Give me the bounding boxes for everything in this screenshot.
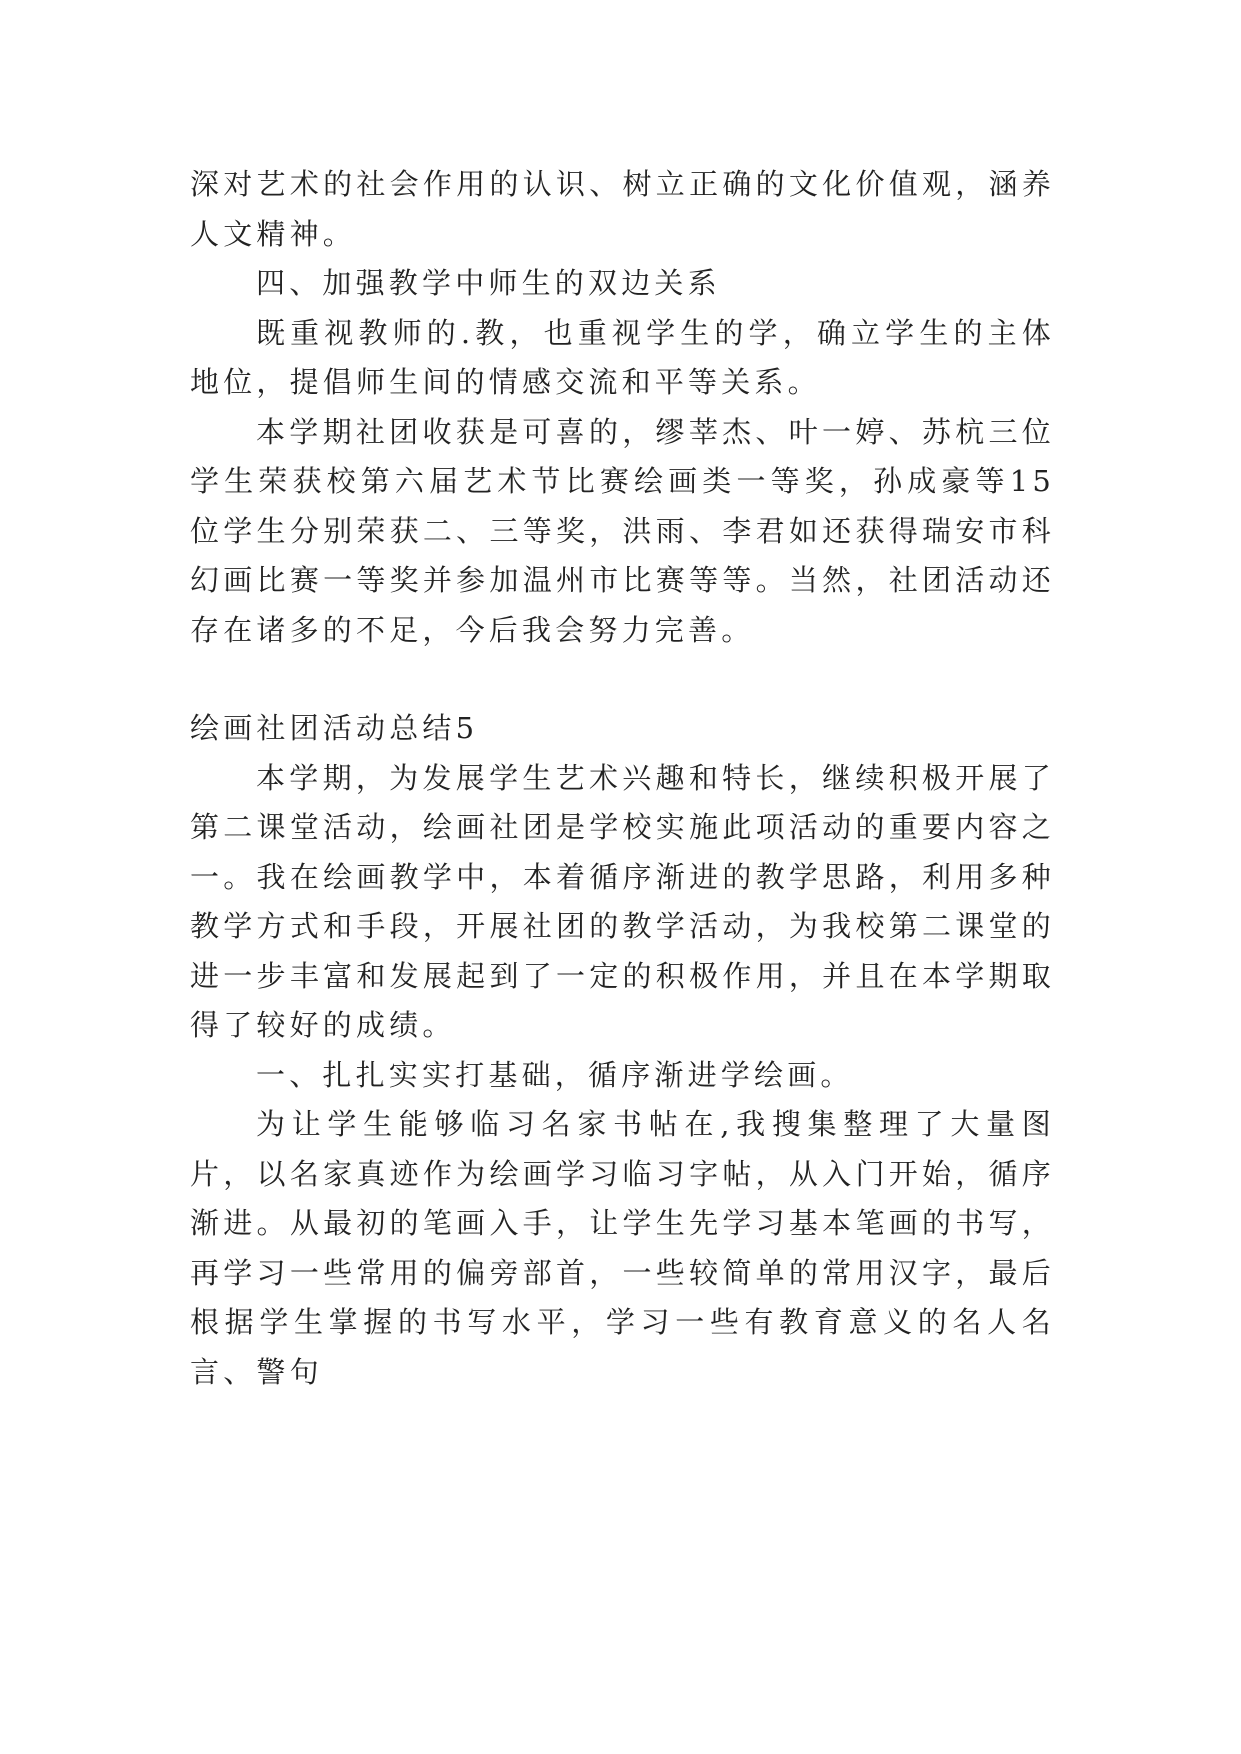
paragraph-copying-practice: 为让学生能够临习名家书帖在,我搜集整理了大量图片，以名家真迹作为绘画学习临习字帖，从入门开始，循序渐进。从最初的笔画入手，让学生先学习基本笔画的书写，再学习一些常用的偏旁部首，一些较简单的常用汉字，最后根据学生掌握的书写水平，学习一些有教育意义的名人名言、警句 xyxy=(190,1107,1055,1389)
document-body xyxy=(190,160,1055,1397)
paragraph-art-values: 深对艺术的社会作用的认识、树立正确的文化价值观，涵养人文精神。 xyxy=(190,167,1055,251)
summary-title-5: 绘画社团活动总结5 xyxy=(190,711,479,745)
section-heading-foundation: 一、扎扎实实打基础，循序渐进学绘画。 xyxy=(256,1057,854,1092)
paragraph-semester-overview: 本学期，为发展学生艺术兴趣和特长，继续积极开展了第二课堂活动，绘画社团是学校实施此项活动的重要内容之一。我在绘画教学中，本着循序渐进的教学思路，利用多种教学方式和手段，开展社团的教学活动，为我校第二课堂的进一步丰富和发展起到了一定的积极作用，并且在本学期取得了较好的成绩。 xyxy=(190,760,1055,1042)
paragraph-achievements: 本学期社团收获是可喜的，缪莘杰、叶一婷、苏杭三位学生荣获校第六届艺术节比赛绘画类一等奖，孙成豪等15位学生分别荣获二、三等奖，洪雨、李君如还获得瑞安市科幻画比赛一等奖并参加温州市比赛等等。当然，社团活动还存在诸多的不足，今后我会努力完善。 xyxy=(190,414,1055,647)
paragraph-teaching-learning: 既重视教师的.教，也重视学生的学，确立学生的主体地位，提倡师生间的情感交流和平等关系。 xyxy=(190,315,1055,399)
section-heading-teacher-student: 四、加强教学中师生的双边关系 xyxy=(256,266,721,300)
